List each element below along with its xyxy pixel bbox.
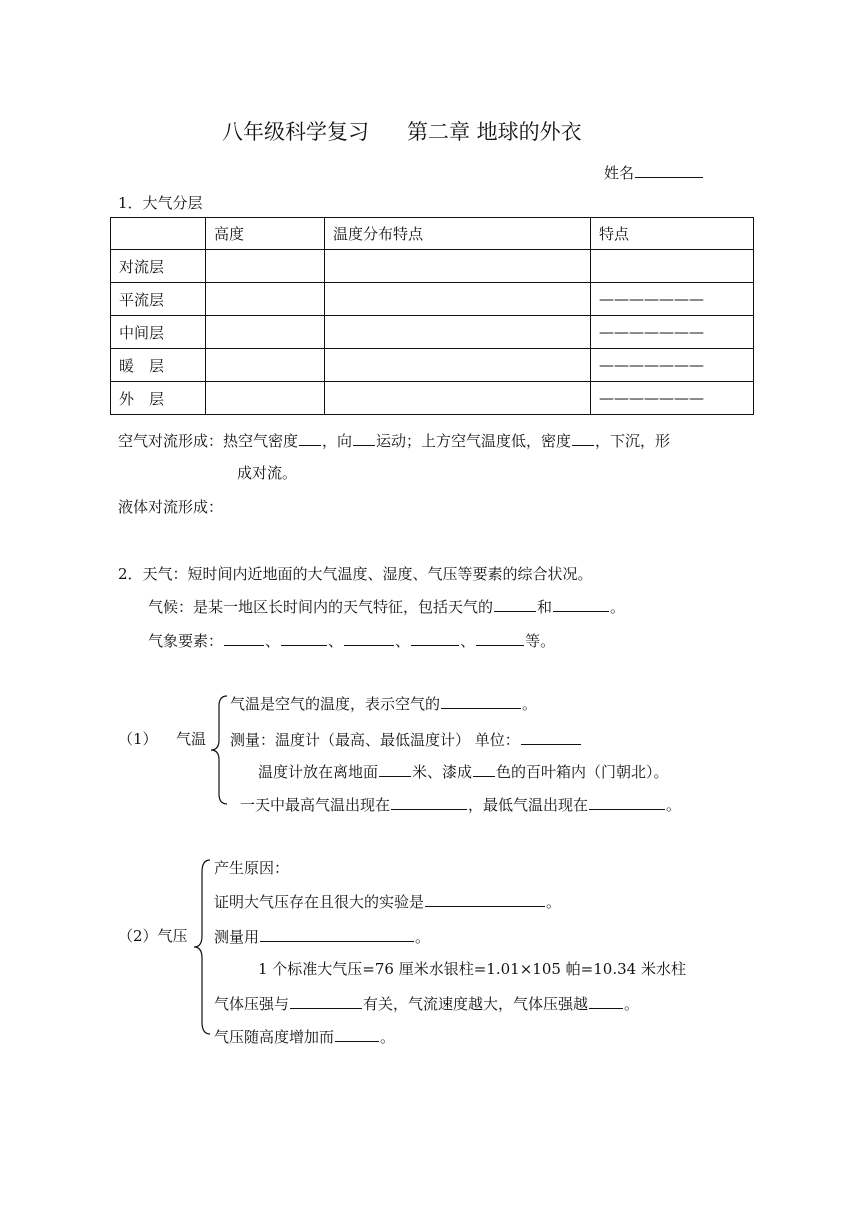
temperature-line-1 <box>230 693 537 714</box>
climate-definition <box>148 596 625 617</box>
climate-text: 。 <box>610 598 626 616</box>
layer-name-cell: 外 层 <box>111 382 206 415</box>
height-cell[interactable] <box>206 250 325 283</box>
pressure-brace <box>192 858 212 1036</box>
page-title <box>222 118 582 146</box>
layer-name-cell: 暖 层 <box>111 349 206 382</box>
air-convection-text: 空气对流形成：热空气密度 <box>118 432 299 450</box>
pressure-text: 测量用 <box>214 928 260 946</box>
air-convection-text: ，下沉，形 <box>595 432 671 450</box>
temperature-line-3 <box>258 761 669 782</box>
table-header-cell: 特点 <box>591 218 754 250</box>
blank[interactable] <box>260 926 414 942</box>
blank[interactable] <box>589 794 665 810</box>
separator: 等。 <box>525 632 556 650</box>
height-cell[interactable] <box>206 349 325 382</box>
air-convection-line <box>118 430 670 451</box>
pressure-line-1: 产生原因： <box>214 859 290 877</box>
table-row <box>111 316 754 349</box>
feature-cell[interactable] <box>591 250 754 283</box>
temperature-cell[interactable] <box>325 382 591 415</box>
temperature-text: ，最低气温出现在 <box>468 796 589 814</box>
temperature-text: 。 <box>522 695 538 713</box>
temperature-cell[interactable] <box>325 283 591 316</box>
blank[interactable] <box>344 630 394 646</box>
table-header-cell: 高度 <box>206 218 325 250</box>
height-cell[interactable] <box>206 316 325 349</box>
temperature-text: 色的百叶箱内（门朝北）。 <box>496 763 669 781</box>
table-row <box>111 250 754 283</box>
separator: 、 <box>460 632 476 650</box>
temperature-text: 温度计放在离地面 <box>258 763 379 781</box>
temperature-label: 气温 <box>176 730 207 748</box>
layer-name-cell: 对流层 <box>111 250 206 283</box>
pressure-text: 有关，气流速度越大，气体压强越 <box>363 995 589 1013</box>
separator: 、 <box>265 632 281 650</box>
name-label: 姓名 <box>604 164 635 182</box>
name-blank[interactable] <box>635 162 703 178</box>
blank[interactable] <box>473 761 495 777</box>
temperature-cell[interactable] <box>325 316 591 349</box>
feature-cell: ——————— <box>591 382 754 415</box>
pressure-text: 气压随高度增加而 <box>214 1028 335 1046</box>
section1-heading: 1．大气分层 <box>118 194 203 212</box>
table-row <box>111 349 754 382</box>
temperature-text: 测量：温度计（最高、最低温度计） 单位： <box>230 731 520 749</box>
blank[interactable] <box>411 630 459 646</box>
air-convection-text: 运动；上方空气温度低，密度 <box>376 432 572 450</box>
pressure-text: 。 <box>380 1028 396 1046</box>
temperature-text: 。 <box>666 796 682 814</box>
blank[interactable] <box>521 729 581 745</box>
temperature-brace <box>209 694 229 806</box>
pressure-label: （2）气压 <box>118 927 188 945</box>
blank[interactable] <box>281 630 327 646</box>
name-field[interactable] <box>604 162 704 183</box>
temperature-line-4 <box>240 794 681 815</box>
blank[interactable] <box>494 596 536 612</box>
climate-text: 气候：是某一地区长时间内的天气特征，包括天气的 <box>148 598 494 616</box>
pressure-text: 证明大气压存在且很大的实验是 <box>214 893 425 911</box>
blank[interactable] <box>476 630 524 646</box>
table-header-row <box>111 218 754 250</box>
table-row <box>111 283 754 316</box>
temperature-text: 气温是空气的温度，表示空气的 <box>230 695 441 713</box>
blank[interactable] <box>290 993 362 1009</box>
separator: 、 <box>328 632 344 650</box>
blank[interactable] <box>299 430 321 446</box>
table-header-cell <box>111 218 206 250</box>
feature-cell: ——————— <box>591 283 754 316</box>
blank[interactable] <box>589 993 623 1009</box>
separator: 、 <box>395 632 411 650</box>
temperature-text: 米、漆成 <box>412 763 473 781</box>
pressure-line-2 <box>214 891 561 912</box>
blank[interactable] <box>379 761 411 777</box>
blank[interactable] <box>425 891 545 907</box>
height-cell[interactable] <box>206 382 325 415</box>
pressure-text: 。 <box>546 893 562 911</box>
temperature-cell[interactable] <box>325 349 591 382</box>
temperature-index: （1） <box>118 730 158 748</box>
air-convection-continued: 成对流。 <box>237 464 298 482</box>
climate-text: 和 <box>537 598 553 616</box>
temperature-line-2 <box>230 729 582 750</box>
liquid-convection-label: 液体对流形成： <box>118 498 224 516</box>
blank[interactable] <box>572 430 594 446</box>
elements-label: 气象要素： <box>148 632 224 650</box>
pressure-line-3 <box>214 926 430 947</box>
pressure-text: 气体压强与 <box>214 995 290 1013</box>
title-main: 八年级科学复习 <box>222 120 369 144</box>
layer-name-cell: 中间层 <box>111 316 206 349</box>
pressure-line-4: 1 个标准大气压=76 厘米水银柱=1.01×105 帕=10.34 米水柱 <box>258 960 686 978</box>
pressure-line-5 <box>214 993 639 1014</box>
title-chapter: 第二章 地球的外衣 <box>407 120 582 144</box>
layer-name-cell: 平流层 <box>111 283 206 316</box>
weather-elements-line <box>148 630 555 651</box>
blank[interactable] <box>353 430 375 446</box>
temperature-text: 一天中最高气温出现在 <box>240 796 391 814</box>
air-convection-text: ，向 <box>322 432 353 450</box>
pressure-text: 。 <box>415 928 431 946</box>
blank[interactable] <box>335 1026 379 1042</box>
feature-cell: ——————— <box>591 316 754 349</box>
atmosphere-layers-table <box>110 217 754 415</box>
blank[interactable] <box>391 794 467 810</box>
blank[interactable] <box>553 596 609 612</box>
pressure-text: 。 <box>624 995 640 1013</box>
table-row <box>111 382 754 415</box>
blank[interactable] <box>224 630 264 646</box>
pressure-line-6 <box>214 1026 395 1047</box>
weather-definition: 2．天气：短时间内近地面的大气温度、湿度、气压等要素的综合状况。 <box>118 565 593 583</box>
blank[interactable] <box>441 693 521 709</box>
temperature-cell[interactable] <box>325 250 591 283</box>
height-cell[interactable] <box>206 283 325 316</box>
table-header-cell: 温度分布特点 <box>325 218 591 250</box>
feature-cell: ——————— <box>591 349 754 382</box>
